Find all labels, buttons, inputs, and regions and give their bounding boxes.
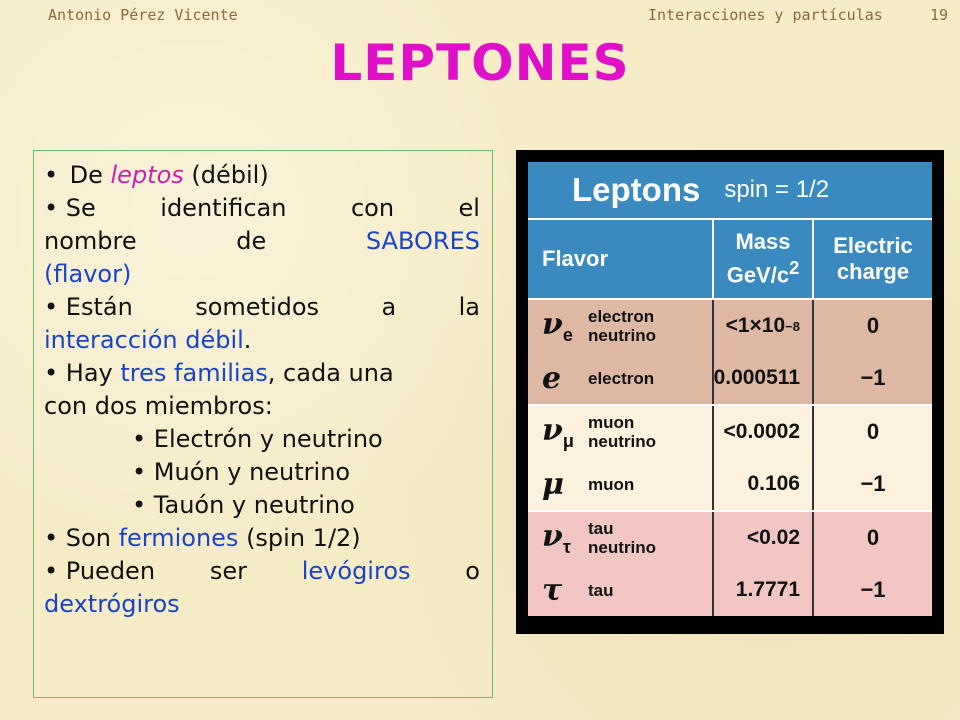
- course-label: Interacciones y partículas: [648, 6, 883, 24]
- family-muon: [528, 406, 932, 512]
- sabores-word: SABORES: [365, 227, 480, 255]
- leptos-word: leptos: [110, 161, 184, 189]
- sub-bullet-electron: • Electrón y neutrino: [132, 425, 383, 453]
- family-electron: [528, 300, 932, 406]
- family-tau: [528, 512, 932, 616]
- col-charge: Electric charge: [833, 233, 913, 285]
- bullet-familias: • Hay tres familias, cada una con dos miembros:: [44, 359, 394, 420]
- table-title-bar: [528, 162, 932, 220]
- tres-familias-word: tres familias: [120, 359, 268, 387]
- table-row: e electron 0.000511 −1: [528, 352, 932, 404]
- table-row: $\nu_\mu$ muon neutrino <0.0002 0: [528, 406, 932, 458]
- bullet-fermiones: • Son fermiones (spin 1/2): [44, 524, 361, 552]
- table-title: Leptons: [572, 171, 701, 209]
- leptons-table: [528, 162, 932, 616]
- table-row: μ muon 0.106 −1: [528, 458, 932, 510]
- col-mass: Mass GeV/$c^2$: [714, 220, 814, 298]
- table-row: τ tau 1.7771 −1: [528, 564, 932, 616]
- leptons-table-image: [516, 150, 944, 634]
- bullet-levogiros: • Pueden ser levógiros o dextrógiros: [44, 557, 480, 618]
- page-number: 19: [930, 6, 949, 24]
- fermiones-word: fermiones: [118, 524, 239, 552]
- table-spin: spin = 1/2: [724, 176, 830, 204]
- table-row: $\nu_e$ electron neutrino <1×10 −8 0: [528, 300, 932, 352]
- interaccion-debil-word: interacción débil: [44, 326, 244, 354]
- bullet-leptos: • De leptos (débil): [44, 161, 269, 189]
- slide-title: LEPTONES: [330, 34, 630, 92]
- bullet-sabores: • Se identifican con el nombre de SABORES (flavor): [44, 194, 480, 288]
- sub-bullet-muon: • Muón y neutrino: [132, 458, 351, 486]
- table-row: $\nu_\tau$ tau neutrino <0.02 0: [528, 512, 932, 564]
- author-label: Antonio Pérez Vicente: [48, 6, 238, 24]
- bullet-textbox: [33, 150, 493, 698]
- col-flavor: Flavor: [528, 220, 714, 298]
- sub-bullet-tauon: • Tauón y neutrino: [132, 491, 355, 519]
- table-column-headers: [528, 220, 932, 300]
- bullet-interaccion: • Están sometidos a la interacción débil.: [44, 293, 480, 354]
